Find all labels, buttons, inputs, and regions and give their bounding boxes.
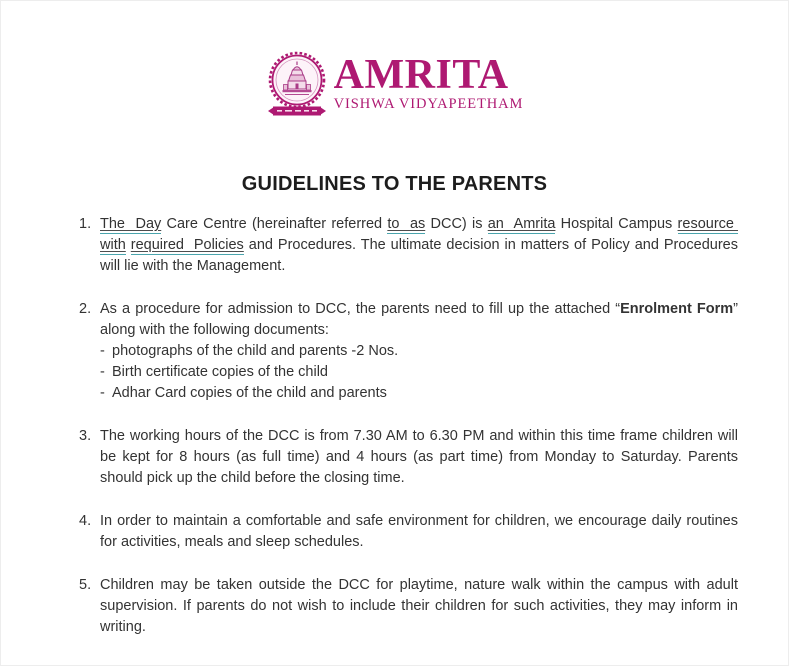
guideline-item-1 — [79, 214, 738, 277]
guideline-text: Children may be taken outside the DCC for playtime, nature walk within the campus with adult supervision. If parents do not wish to include their children for such activities, they may inform in writing. — [100, 577, 738, 635]
text-segment: ” along with the following documents: — [100, 301, 739, 338]
text-segment: Hospital Campus — [555, 216, 678, 232]
document-bullet — [100, 383, 738, 404]
guideline-text — [100, 214, 738, 277]
guideline-text: The working hours of the DCC is from 7.30 AM to 6.30 PM and within this time frame children will be kept for 8 hours (as full time) and 4 hours (as part time) from Monday to Saturday. Parents should pick up the child before the closing time. — [100, 428, 738, 486]
bullet-text: photographs of the child and parents -2 Nos. — [112, 343, 399, 359]
grammar-underlined-text: to as — [387, 216, 426, 232]
text-segment: As a procedure for admission to DCC, the parents need to fill up the attached “ — [100, 301, 621, 317]
guideline-item-5 — [79, 575, 738, 638]
bullet-marker: - — [100, 385, 105, 401]
guideline-item-3 — [79, 426, 738, 489]
text-segment: and Procedures. The ultimate decision in matters of Policy and Procedures will lie with the Management. — [100, 237, 739, 274]
bullet-marker: - — [100, 364, 105, 380]
document-bullet — [100, 362, 738, 383]
grammar-underlined-text: The Day — [100, 216, 162, 232]
brand-subtitle: VISHWA VIDYAPEETHAM — [333, 96, 524, 113]
guideline-item-4 — [79, 511, 738, 553]
bold-text: Enrolment Form — [620, 301, 734, 317]
guideline-item-2 — [79, 299, 738, 404]
page-title: GUIDELINES TO THE PARENTS — [241, 173, 548, 195]
amrita-logo — [1, 51, 788, 119]
text-segment — [126, 237, 131, 253]
amrita-emblem-icon — [266, 51, 328, 119]
document-bullet — [100, 341, 738, 362]
guideline-text — [100, 299, 738, 404]
bullet-marker: - — [100, 343, 105, 359]
brand-name: AMRITA — [333, 51, 509, 98]
bullet-text: Adhar Card copies of the child and parents — [112, 385, 387, 401]
text-segment: Care Centre (hereinafter referred — [161, 216, 388, 232]
guidelines-list — [79, 214, 738, 638]
grammar-underlined-text: required Policies — [130, 237, 244, 253]
brand-text-block — [333, 51, 524, 114]
guideline-text: In order to maintain a comfortable and safe environment for children, we encourage daily routines for activities, meals and sleep schedules. — [100, 513, 738, 550]
text-segment: DCC) is — [425, 216, 488, 232]
list-number: 4. — [79, 513, 92, 529]
bullet-text: Birth certificate copies of the child — [112, 364, 328, 380]
list-number: 5. — [79, 577, 92, 593]
grammar-underlined-text: an Amrita — [487, 216, 556, 232]
list-number: 1. — [79, 216, 92, 232]
list-number: 3. — [79, 428, 92, 444]
grammar-underlined-text: resource with — [100, 216, 738, 253]
list-number: 2. — [79, 301, 92, 317]
